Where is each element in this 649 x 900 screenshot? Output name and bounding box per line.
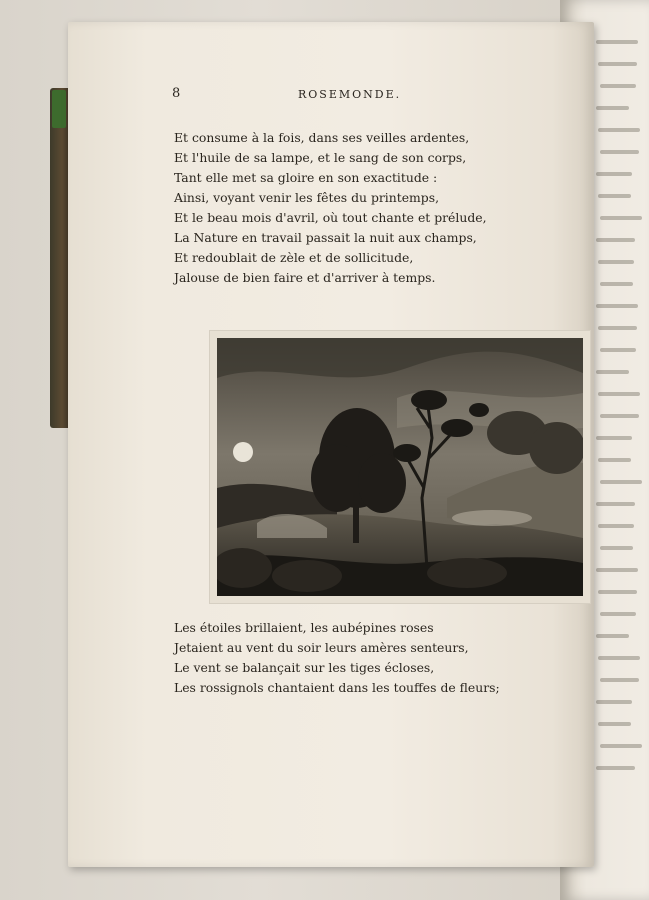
facing-page-text-line [598, 194, 631, 198]
verse-line: Ainsi, voyant venir les fêtes du printemps, [174, 190, 440, 205]
facing-page-text-line [600, 480, 642, 484]
verse-line: Et redoublait de zèle et de sollicitude, [174, 250, 414, 265]
facing-page-text-line [598, 458, 631, 462]
facing-page-text-line [600, 612, 636, 616]
verse-line: Et l'huile de sa lampe, et le sang de son corps, [174, 150, 467, 165]
page-number: 8 [172, 86, 181, 101]
facing-page-text-line [598, 656, 640, 660]
facing-page-text-line [596, 40, 638, 44]
facing-page-text-line [598, 260, 634, 264]
verse-line: Et consume à la fois, dans ses veilles ardentes, [174, 130, 470, 145]
verse-line: Les rossignols chantaient dans les touffes de fleurs; [174, 680, 500, 695]
facing-page-text-line [596, 634, 629, 638]
facing-page-text-line [600, 84, 636, 88]
facing-page-text-line [600, 282, 633, 286]
facing-page-text-line [596, 304, 638, 308]
stanza-top [174, 128, 487, 288]
facing-page-text-line [598, 326, 637, 330]
facing-page-text-line [596, 700, 632, 704]
facing-page-text-line [598, 62, 637, 66]
facing-page-text-line [598, 524, 634, 528]
verse-line: La Nature en travail passait la nuit aux champs, [174, 230, 477, 245]
facing-page-text-line [596, 172, 632, 176]
facing-page-text-line [600, 348, 636, 352]
verse-line: Jalouse de bien faire et d'arriver à temps. [174, 270, 436, 285]
running-head: ROSEMONDE. [298, 88, 402, 101]
engraving-image [217, 338, 583, 596]
facing-page-text-line [600, 546, 633, 550]
facing-page-text-line [600, 414, 639, 418]
verse-line: Tant elle met sa gloire en son exactitude : [174, 170, 438, 185]
facing-page-text-line [596, 436, 632, 440]
moon [233, 442, 253, 462]
facing-page-text-line [596, 766, 635, 770]
facing-page-text-line [598, 392, 640, 396]
facing-page-text-line [600, 678, 639, 682]
verse-line: Les étoiles brillaient, les aubépines roses [174, 620, 434, 635]
facing-page-text-line [598, 590, 637, 594]
facing-page-text-line [596, 238, 635, 242]
facing-page-text-line [596, 106, 629, 110]
facing-page-text-line [600, 150, 639, 154]
landscape-engraving [210, 331, 590, 603]
verse-line: Et le beau mois d'avril, où tout chante et prélude, [174, 210, 487, 225]
verse-line: Jetaient au vent du soir leurs amères senteurs, [174, 640, 469, 655]
facing-page-text-line [598, 128, 640, 132]
facing-page-text-line [596, 370, 629, 374]
cover-marbling [52, 90, 66, 128]
facing-page-text-line [598, 722, 631, 726]
verse-line: Le vent se balançait sur les tiges écloses, [174, 660, 435, 675]
facing-page-text-line [600, 744, 642, 748]
book-page [68, 22, 594, 867]
facing-page-text-line [600, 216, 642, 220]
facing-page-text-line [596, 568, 638, 572]
stanza-bottom [174, 618, 500, 698]
facing-page-text-line [596, 502, 635, 506]
